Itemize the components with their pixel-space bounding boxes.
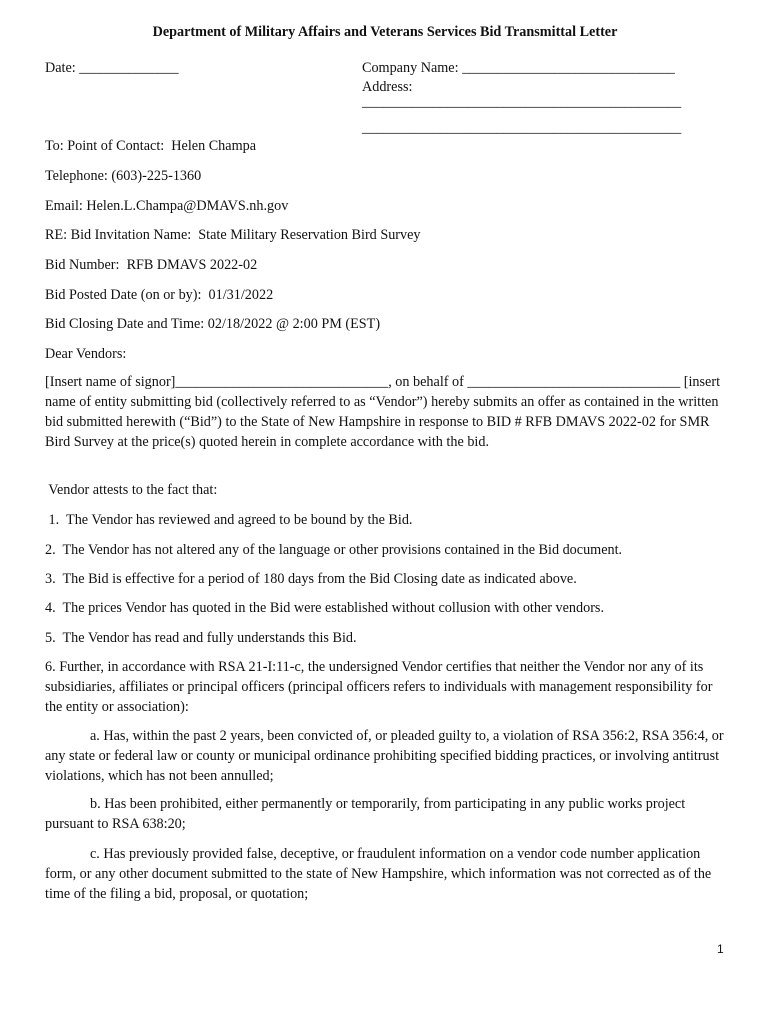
address-line-1: _____________________________________________ — [362, 94, 682, 110]
list-item: 1. The Vendor has reviewed and agreed to be bound by the Bid. — [45, 512, 413, 528]
list-item: 3. The Bid is effective for a period of 180 days from the Bid Closing date as indicated above. — [45, 571, 577, 587]
bid-closing-date: Bid Closing Date and Time: 02/18/2022 @ 2:00 PM (EST) — [45, 316, 381, 332]
address-line-2: _____________________________________________ — [362, 120, 682, 136]
point-of-contact: To: Point of Contact: Helen Champa — [45, 138, 256, 154]
address-label: Address: — [362, 79, 413, 95]
sub-item-b: b. Has been prohibited, either permanently or temporarily, from participating in any public works project pursuant to RSA 638:20; — [45, 796, 686, 832]
sub-item-a: a. Has, within the past 2 years, been convicted of, or pleaded guilty to, a violation of RSA 356:2, RSA 356:4, or any state or federal law or county or municipal ordinance prohibiting specified bidding practices, or involving antitrust violations, which has not been annulled; — [45, 728, 724, 784]
bid-posted-date: Bid Posted Date (on or by): 01/31/2022 — [45, 287, 274, 303]
list-item-certification: 6. Further, in accordance with RSA 21-I:11-c, the undersigned Vendor certifies that neither the Vendor nor any of its subsidiaries, affiliates or principal officers (principal officers refers to individuals with management responsibility for the entity or association): — [45, 659, 713, 715]
company-name-field: Company Name: ______________________________ — [362, 60, 675, 76]
sub-item-c: c. Has previously provided false, deceptive, or fraudulent information on a vendor code number application form, or any other document submitted to the state of New Hampshire, which information was not corrected as of the time of the filing a bid, proposal, or quotation; — [45, 846, 712, 902]
bid-number: Bid Number: RFB DMAVS 2022-02 — [45, 257, 258, 273]
list-item: 5. The Vendor has read and fully understands this Bid. — [45, 630, 357, 646]
salutation: Dear Vendors: — [45, 346, 127, 362]
bid-invitation-name: RE: Bid Invitation Name: State Military Reservation Bird Survey — [45, 227, 421, 243]
date-field: Date: ______________ — [45, 60, 179, 76]
email: Email: Helen.L.Champa@DMAVS.nh.gov — [45, 198, 289, 214]
list-item: 4. The prices Vendor has quoted in the Bid were established without collusion with other vendors. — [45, 600, 604, 616]
telephone: Telephone: (603)-225-1360 — [45, 168, 202, 184]
page-number: 1 — [717, 942, 724, 956]
list-item: 2. The Vendor has not altered any of the language or other provisions contained in the Bid document. — [45, 542, 623, 558]
attests-heading: Vendor attests to the fact that: — [45, 482, 218, 498]
document-title: Department of Military Affairs and Veterans Services Bid Transmittal Letter — [152, 24, 618, 40]
offer-paragraph: [Insert name of signor]______________________________, on behalf of ______________________________ [insert name of entity submitting bid (collectively referred to as “Vendor”) hereby submits an offer as contained in the written bid submitted herewith (“Bid”) to the State of New Hampshire in response to BID # RFB DMAVS 2022-02 for SMR Bird Survey at the price(s) quoted herein in complete accordance with the bid. — [45, 374, 721, 450]
